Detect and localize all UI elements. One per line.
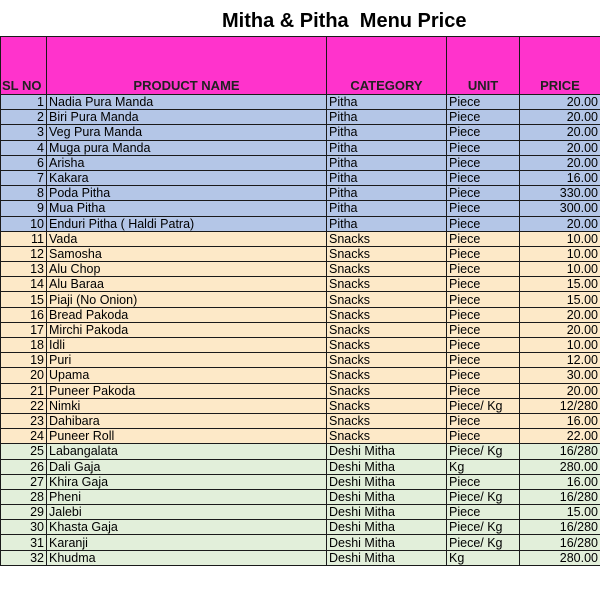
sl-no-cell: 12	[1, 246, 47, 261]
unit-cell: Piece	[447, 292, 520, 307]
unit-cell: Piece	[447, 125, 520, 140]
product-name-cell: Dahibara	[47, 413, 327, 428]
unit-cell: Piece	[447, 322, 520, 337]
unit-cell: Piece	[447, 155, 520, 170]
table-row	[1, 231, 600, 246]
category-cell: Deshi Mitha	[327, 520, 447, 535]
sl-no-cell: 28	[1, 489, 47, 504]
table-row	[1, 338, 600, 353]
price-cell: 20.00	[520, 155, 600, 170]
unit-cell: Piece	[447, 505, 520, 520]
category-cell: Deshi Mitha	[327, 505, 447, 520]
price-cell: 16.00	[520, 474, 600, 489]
category-cell: Snacks	[327, 277, 447, 292]
unit-cell: Piece	[447, 429, 520, 444]
price-cell: 20.00	[520, 216, 600, 231]
table-row	[1, 110, 600, 125]
sl-no-cell: 3	[1, 125, 47, 140]
product-name-cell: Puri	[47, 353, 327, 368]
product-name-cell: Arisha	[47, 155, 327, 170]
product-name-cell: Jalebi	[47, 505, 327, 520]
sl-no-cell: 19	[1, 353, 47, 368]
unit-cell: Piece	[447, 201, 520, 216]
unit-cell: Piece	[447, 186, 520, 201]
sl-no-cell: 20	[1, 368, 47, 383]
table-row	[1, 307, 600, 322]
unit-cell: Piece	[447, 110, 520, 125]
price-cell: 10.00	[520, 338, 600, 353]
price-cell: 10.00	[520, 262, 600, 277]
category-cell: Pitha	[327, 170, 447, 185]
product-name-cell: Veg Pura Manda	[47, 125, 327, 140]
product-name-cell: Samosha	[47, 246, 327, 261]
table-row	[1, 505, 600, 520]
table-body	[1, 95, 600, 566]
category-cell: Pitha	[327, 125, 447, 140]
sl-no-cell: 4	[1, 140, 47, 155]
category-cell: Deshi Mitha	[327, 550, 447, 565]
product-name-cell: Dali Gaja	[47, 459, 327, 474]
product-name-cell: Kakara	[47, 170, 327, 185]
table-row	[1, 125, 600, 140]
table-row	[1, 550, 600, 565]
table-row	[1, 322, 600, 337]
price-cell: 20.00	[520, 95, 600, 110]
product-name-cell: Bread Pakoda	[47, 307, 327, 322]
sl-no-cell: 14	[1, 277, 47, 292]
product-name-cell: Khasta Gaja	[47, 520, 327, 535]
product-name-cell: Idli	[47, 338, 327, 353]
category-cell: Pitha	[327, 155, 447, 170]
price-cell: 20.00	[520, 383, 600, 398]
price-cell: 20.00	[520, 110, 600, 125]
sl-no-cell: 26	[1, 459, 47, 474]
product-name-cell: Enduri Pitha ( Haldi Patra)	[47, 216, 327, 231]
price-cell: 16.00	[520, 170, 600, 185]
header-category: CATEGORY	[327, 37, 447, 95]
category-cell: Deshi Mitha	[327, 474, 447, 489]
unit-cell: Piece	[447, 307, 520, 322]
product-name-cell: Muga pura Manda	[47, 140, 327, 155]
category-cell: Snacks	[327, 429, 447, 444]
unit-cell: Piece	[447, 338, 520, 353]
table-row	[1, 216, 600, 231]
category-cell: Pitha	[327, 140, 447, 155]
price-cell: 15.00	[520, 505, 600, 520]
unit-cell: Piece	[447, 413, 520, 428]
unit-cell: Piece	[447, 216, 520, 231]
sl-no-cell: 30	[1, 520, 47, 535]
table-row	[1, 368, 600, 383]
table-row	[1, 155, 600, 170]
page-title: Mitha & Pitha Menu Price	[222, 10, 467, 32]
price-cell: 12/280	[520, 398, 600, 413]
category-cell: Pitha	[327, 201, 447, 216]
table-row	[1, 292, 600, 307]
unit-cell: Piece	[447, 368, 520, 383]
sl-no-cell: 15	[1, 292, 47, 307]
price-cell: 20.00	[520, 307, 600, 322]
table-row	[1, 398, 600, 413]
product-name-cell: Vada	[47, 231, 327, 246]
category-cell: Snacks	[327, 307, 447, 322]
sl-no-cell: 25	[1, 444, 47, 459]
category-cell: Snacks	[327, 353, 447, 368]
table-row	[1, 474, 600, 489]
category-cell: Snacks	[327, 368, 447, 383]
price-cell: 15.00	[520, 277, 600, 292]
header-product-name: PRODUCT NAME	[47, 37, 327, 95]
sl-no-cell: 32	[1, 550, 47, 565]
sl-no-cell: 31	[1, 535, 47, 550]
header-sl-no: SL NO	[1, 37, 47, 95]
table-row	[1, 262, 600, 277]
category-cell: Deshi Mitha	[327, 489, 447, 504]
category-cell: Deshi Mitha	[327, 459, 447, 474]
menu-price-table	[0, 36, 600, 566]
product-name-cell: Karanji	[47, 535, 327, 550]
sl-no-cell: 16	[1, 307, 47, 322]
price-cell: 16/280	[520, 489, 600, 504]
price-cell: 16.00	[520, 413, 600, 428]
sl-no-cell: 8	[1, 186, 47, 201]
category-cell: Snacks	[327, 338, 447, 353]
price-cell: 20.00	[520, 322, 600, 337]
product-name-cell: Puneer Roll	[47, 429, 327, 444]
product-name-cell: Poda Pitha	[47, 186, 327, 201]
sl-no-cell: 27	[1, 474, 47, 489]
sl-no-cell: 7	[1, 170, 47, 185]
product-name-cell: Alu Baraa	[47, 277, 327, 292]
product-name-cell: Upama	[47, 368, 327, 383]
header-unit: UNIT	[447, 37, 520, 95]
table-row	[1, 489, 600, 504]
price-cell: 280.00	[520, 550, 600, 565]
product-name-cell: Nimki	[47, 398, 327, 413]
price-cell: 12.00	[520, 353, 600, 368]
category-cell: Snacks	[327, 413, 447, 428]
unit-cell: Piece/ Kg	[447, 520, 520, 535]
product-name-cell: Mua Pitha	[47, 201, 327, 216]
price-cell: 22.00	[520, 429, 600, 444]
product-name-cell: Piaji (No Onion)	[47, 292, 327, 307]
unit-cell: Piece/ Kg	[447, 489, 520, 504]
price-cell: 15.00	[520, 292, 600, 307]
unit-cell: Piece	[447, 277, 520, 292]
price-cell: 10.00	[520, 231, 600, 246]
table-row	[1, 383, 600, 398]
unit-cell: Piece	[447, 95, 520, 110]
table-row	[1, 413, 600, 428]
product-name-cell: Khudma	[47, 550, 327, 565]
sl-no-cell: 10	[1, 216, 47, 231]
unit-cell: Piece/ Kg	[447, 444, 520, 459]
unit-cell: Piece/ Kg	[447, 535, 520, 550]
unit-cell: Piece	[447, 170, 520, 185]
product-name-cell: Alu Chop	[47, 262, 327, 277]
table-row	[1, 459, 600, 474]
price-cell: 16/280	[520, 535, 600, 550]
sl-no-cell: 6	[1, 155, 47, 170]
table-row	[1, 95, 600, 110]
table-row	[1, 277, 600, 292]
price-cell: 280.00	[520, 459, 600, 474]
sl-no-cell: 1	[1, 95, 47, 110]
table-row	[1, 170, 600, 185]
header-price: PRICE	[520, 37, 600, 95]
category-cell: Deshi Mitha	[327, 535, 447, 550]
unit-cell: Piece	[447, 231, 520, 246]
table-row	[1, 246, 600, 261]
price-cell: 330.00	[520, 186, 600, 201]
product-name-cell: Biri Pura Manda	[47, 110, 327, 125]
sl-no-cell: 13	[1, 262, 47, 277]
sl-no-cell: 17	[1, 322, 47, 337]
table-row	[1, 186, 600, 201]
price-cell: 16/280	[520, 444, 600, 459]
unit-cell: Kg	[447, 550, 520, 565]
product-name-cell: Pheni	[47, 489, 327, 504]
category-cell: Snacks	[327, 398, 447, 413]
sl-no-cell: 22	[1, 398, 47, 413]
product-name-cell: Khira Gaja	[47, 474, 327, 489]
unit-cell: Piece	[447, 474, 520, 489]
price-cell: 16/280	[520, 520, 600, 535]
category-cell: Snacks	[327, 262, 447, 277]
unit-cell: Piece	[447, 140, 520, 155]
unit-cell: Piece/ Kg	[447, 398, 520, 413]
sl-no-cell: 29	[1, 505, 47, 520]
price-cell: 20.00	[520, 125, 600, 140]
category-cell: Pitha	[327, 110, 447, 125]
price-cell: 300.00	[520, 201, 600, 216]
product-name-cell: Labangalata	[47, 444, 327, 459]
table-header-row	[1, 37, 600, 95]
sl-no-cell: 2	[1, 110, 47, 125]
category-cell: Snacks	[327, 292, 447, 307]
sl-no-cell: 9	[1, 201, 47, 216]
product-name-cell: Puneer Pakoda	[47, 383, 327, 398]
unit-cell: Kg	[447, 459, 520, 474]
table-row	[1, 201, 600, 216]
table-row	[1, 444, 600, 459]
sl-no-cell: 21	[1, 383, 47, 398]
category-cell: Pitha	[327, 95, 447, 110]
sl-no-cell: 23	[1, 413, 47, 428]
category-cell: Snacks	[327, 322, 447, 337]
category-cell: Snacks	[327, 383, 447, 398]
table-row	[1, 535, 600, 550]
category-cell: Deshi Mitha	[327, 444, 447, 459]
table-row	[1, 429, 600, 444]
category-cell: Pitha	[327, 186, 447, 201]
table-row	[1, 520, 600, 535]
product-name-cell: Mirchi Pakoda	[47, 322, 327, 337]
sl-no-cell: 18	[1, 338, 47, 353]
category-cell: Snacks	[327, 231, 447, 246]
unit-cell: Piece	[447, 383, 520, 398]
product-name-cell: Nadia Pura Manda	[47, 95, 327, 110]
category-cell: Snacks	[327, 246, 447, 261]
price-cell: 20.00	[520, 140, 600, 155]
table-row	[1, 140, 600, 155]
sl-no-cell: 24	[1, 429, 47, 444]
unit-cell: Piece	[447, 246, 520, 261]
unit-cell: Piece	[447, 262, 520, 277]
table-row	[1, 353, 600, 368]
unit-cell: Piece	[447, 353, 520, 368]
sl-no-cell: 11	[1, 231, 47, 246]
category-cell: Pitha	[327, 216, 447, 231]
price-cell: 10.00	[520, 246, 600, 261]
price-cell: 30.00	[520, 368, 600, 383]
